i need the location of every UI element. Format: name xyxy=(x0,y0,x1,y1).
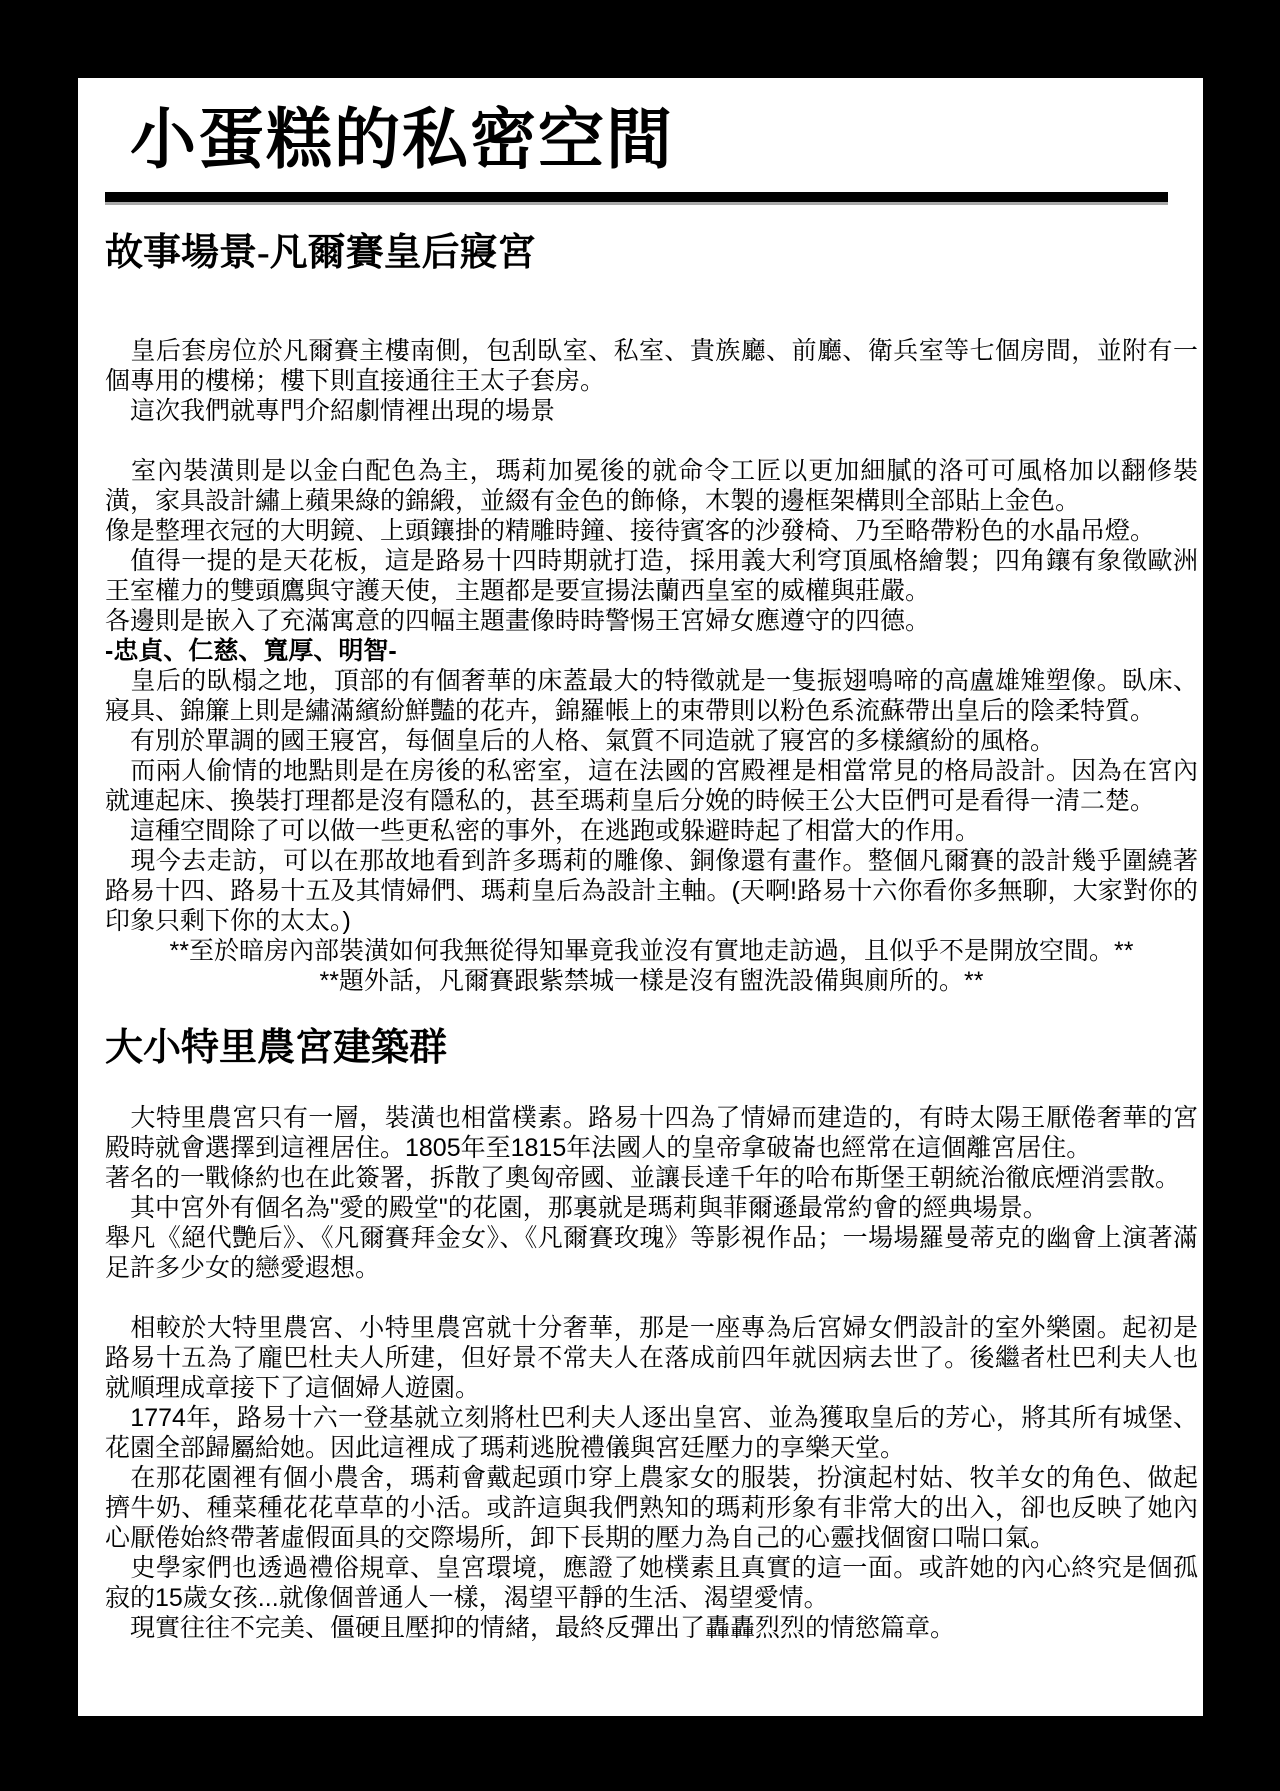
section-body-versailles-bedchamber xyxy=(105,336,1198,996)
paragraph: 這次我們就專門介紹劇情裡出現的場景 xyxy=(105,397,556,425)
section-heading-trianon: 大小特里農宮建築群 xyxy=(105,1027,448,1069)
page-title: 小蛋糕的私密空間 xyxy=(130,104,674,177)
paragraph: 室內裝潢則是以金白配色為主，瑪莉加冕後的就命令工匠以更加細膩的洛可可風格加以翻修裝潢，家具設計繡上蘋果綠的錦緞，並綴有金色的飾條，木製的邊框架構則全部貼上金色。 xyxy=(105,457,1198,515)
paragraph: 皇后套房位於凡爾賽主樓南側，包刮臥室、私室、貴族廳、前廳、衛兵室等七個房間，並附有一個專用的樓梯；樓下則直接通往王太子套房。 xyxy=(105,337,1198,395)
paragraph: 1774年，路易十六一登基就立刻將杜巴利夫人逐出皇宮、並為獲取皇后的芳心，將其所有城堡、花園全部歸屬給她。因此這裡成了瑪莉逃脫禮儀與宮廷壓力的享樂天堂。 xyxy=(105,1404,1198,1462)
paragraph: 值得一提的是天花板，這是路易十四時期就打造，採用義大利穹頂風格繪製；四角鑲有象徵歐洲王室權力的雙頭鷹與守護天使，主題都是要宣揚法蘭西皇室的威權與莊嚴。 xyxy=(105,547,1198,605)
paragraph: 相較於大特里農宮、小特里農宮就十分奢華，那是一座專為后宮婦女們設計的室外樂園。起初是路易十五為了龐巴杜夫人所建，但好景不常夫人在落成前四年就因病去世了。後繼者杜巴利夫人也就順理成章接下了這個婦人遊園。 xyxy=(105,1314,1198,1402)
paragraph: 舉凡《絕代艷后》、《凡爾賽拜金女》、《凡爾賽玫瑰》等影視作品；一場場羅曼蒂克的幽會上演著滿足許多少女的戀愛遐想。 xyxy=(105,1224,1198,1282)
paragraph: 皇后的臥榻之地，頂部的有個奢華的床蓋最大的特徵就是一隻振翅鳴啼的高盧雄雉塑像。臥床、寢具、錦簾上則是繡滿繽紛鮮豔的花卉，錦羅帳上的束帶則以粉色系流蘇帶出皇后的陰柔特質。 xyxy=(105,667,1198,725)
paragraph: 史學家們也透過禮俗規章、皇宮環境，應證了她樸素且真實的這一面。或許她的內心終究是個孤寂的15歲女孩...就像個普通人一樣，渴望平靜的生活、渴望愛情。 xyxy=(105,1554,1198,1612)
paragraph: 著名的一戰條約也在此簽署，拆散了奧匈帝國、並讓長達千年的哈布斯堡王朝統治徹底煙消雲散。 xyxy=(105,1164,1181,1192)
paragraph: 其中宮外有個名為"愛的殿堂"的花園，那裏就是瑪莉與菲爾遜最常約會的經典場景。 xyxy=(105,1194,1048,1222)
paragraph: 現今去走訪，可以在那故地看到許多瑪莉的雕像、銅像還有畫作。整個凡爾賽的設計幾乎圍繞著路易十四、路易十五及其情婦們、瑪莉皇后為設計主軸。(天啊!路易十六你看你多無聊，大家對你的印象只剩下你的太太。) xyxy=(105,847,1198,935)
paragraph: 各邊則是嵌入了充滿寓意的四幅主題畫像時時警惕王宮婦女應遵守的四德。 xyxy=(105,607,931,635)
section-heading-versailles-bedchamber: 故事場景-凡爾賽皇后寢宮 xyxy=(105,232,536,274)
paragraph: 像是整理衣冠的大明鏡、上頭鑲掛的精雕時鐘、接待賓客的沙發椅、乃至略帶粉色的水晶吊燈。 xyxy=(105,517,1156,545)
footnote: **題外話，凡爾賽跟紫禁城一樣是沒有盥洗設備與廁所的。** xyxy=(319,967,984,995)
paragraph: 這種空間除了可以做一些更私密的事外，在逃跑或躲避時起了相當大的作用。 xyxy=(105,817,981,845)
document-page xyxy=(78,78,1203,1716)
paragraph: 大特里農宮只有一層，裝潢也相當樸素。路易十四為了情婦而建造的，有時太陽王厭倦奢華的宮殿時就會選擇到這裡居住。1805年至1815年法國人的皇帝拿破崙也經常在這個離宮居住。 xyxy=(105,1104,1198,1162)
paragraph-four-virtues: -忠貞、仁慈、寬厚、明智- xyxy=(105,637,397,665)
paragraph: 在那花園裡有個小農舍，瑪莉會戴起頭巾穿上農家女的服裝，扮演起村姑、牧羊女的角色、做起擠牛奶、種菜種花花草草的小活。或許這與我們熟知的瑪莉形象有非常大的出入，卻也反映了她內心厭倦始終帶著虛假面具的交際場所，卸下長期的壓力為自己的心靈找個窗口喘口氣。 xyxy=(105,1464,1198,1552)
title-divider xyxy=(105,192,1168,202)
footnote: **至於暗房內部裝潢如何我無從得知畢竟我並沒有實地走訪過，且似乎不是開放空間。** xyxy=(169,937,1134,965)
paragraph: 有別於單調的國王寢宮，每個皇后的人格、氣質不同造就了寢宮的多樣繽紛的風格。 xyxy=(105,727,1056,755)
paragraph: 而兩人偷情的地點則是在房後的私密室，這在法國的宮殿裡是相當常見的格局設計。因為在宮內就連起床、換裝打理都是沒有隱私的，甚至瑪莉皇后分娩的時候王公大臣們可是看得一清二楚。 xyxy=(105,757,1198,815)
paragraph: 現實往往不完美、僵硬且壓抑的情緒，最終反彈出了轟轟烈烈的情慾篇章。 xyxy=(105,1614,956,1642)
section-body-trianon xyxy=(105,1103,1198,1643)
